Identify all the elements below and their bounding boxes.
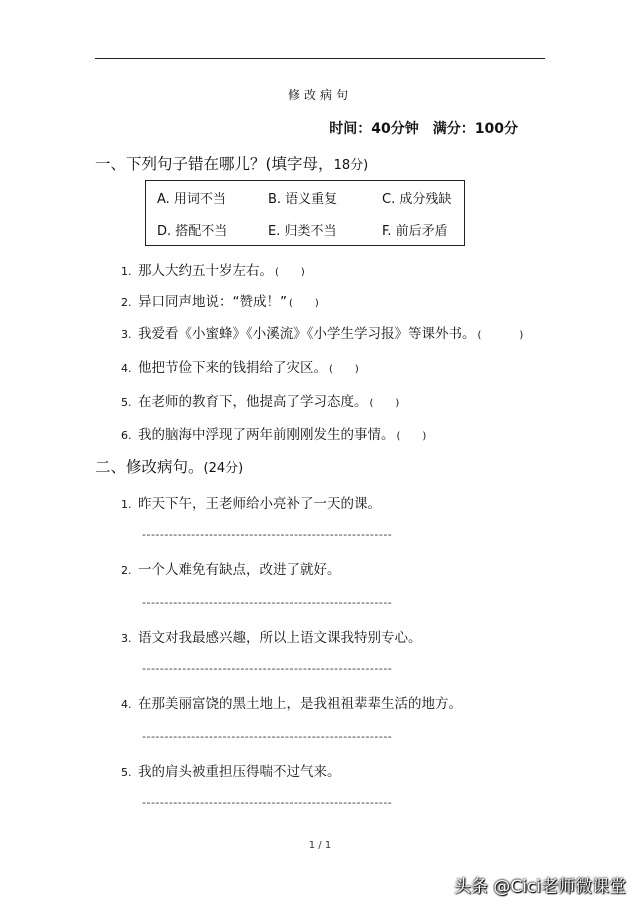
time-limit: 时间：40分钟 <box>329 121 419 137</box>
s1-question-1 <box>121 259 305 279</box>
answer-blank[interactable]: ( ) <box>396 431 427 442</box>
option-e: E. 归类不当 <box>268 224 337 239</box>
option-d: D. 搭配不当 <box>157 224 228 239</box>
section2-points: (24分) <box>203 461 244 476</box>
question-text: 我的脑海中浮现了两年前刚刚发生的事情。 <box>138 427 395 443</box>
question-text: 他把节俭下来的钱捐给了灾区。 <box>138 360 327 376</box>
question-text: 语文对我最感兴趣，所以上语文课我特别专心。 <box>138 630 422 646</box>
question-number: 5. <box>121 396 132 409</box>
section1-points: 18分) <box>333 158 369 173</box>
answer-line[interactable]: -------------------------------------------------------- <box>142 662 393 675</box>
answer-line[interactable]: -------------------------------------------------------- <box>142 730 393 743</box>
question-text: 那人大约五十岁左右。 <box>138 263 273 279</box>
answer-blank[interactable]: ( ) <box>369 398 400 409</box>
section1-heading <box>95 152 368 174</box>
question-text: 昨天下午，王老师给小亮补了一天的课。 <box>138 496 381 512</box>
question-text: 一个人难免有缺点，改进了就好。 <box>138 562 341 578</box>
question-number: 1. <box>121 498 132 511</box>
option-c: C. 成分残缺 <box>382 192 452 207</box>
option-b: B. 语义重复 <box>268 192 338 207</box>
s1-question-3 <box>121 322 523 342</box>
question-number: 4. <box>121 698 132 711</box>
s1-question-5 <box>121 390 399 410</box>
question-text: 在那美丽富饶的黑土地上，是我祖祖辈辈生活的地方。 <box>138 696 462 712</box>
question-number: 3. <box>121 328 132 341</box>
question-number: 6. <box>121 429 132 442</box>
s1-question-4 <box>121 356 359 376</box>
option-a: A. 用词不当 <box>157 192 226 207</box>
s1-question-6 <box>121 423 426 443</box>
answer-blank[interactable]: ( ) <box>477 330 524 341</box>
answer-line[interactable]: -------------------------------------------------------- <box>142 528 393 541</box>
answer-blank[interactable]: ( ) <box>275 267 305 278</box>
answer-blank[interactable]: ( ) <box>289 298 319 309</box>
question-number: 5. <box>121 766 132 779</box>
s2-question-5 <box>121 760 341 780</box>
answer-blank[interactable]: ( ) <box>329 364 359 375</box>
section2-heading-text: 二、修改病句。 <box>95 458 204 476</box>
section2-heading <box>95 455 243 477</box>
question-number: 4. <box>121 362 132 375</box>
section1-heading-text: 一、下列句子错在哪儿？(填字母， <box>95 155 334 173</box>
s2-question-1 <box>121 492 381 512</box>
page-number: 1 / 1 <box>308 840 332 851</box>
answer-line[interactable]: -------------------------------------------------------- <box>142 796 393 809</box>
question-number: 3. <box>121 632 132 645</box>
question-text: 在老师的教育下，他提高了学习态度。 <box>138 394 368 410</box>
question-text: 我爱看《小蜜蜂》《小溪流》《小学生学习报》等课外书。 <box>138 326 476 342</box>
answer-line[interactable]: -------------------------------------------------------- <box>142 596 393 609</box>
question-number: 2. <box>121 296 132 309</box>
page-title: 修改病句 <box>287 88 352 102</box>
full-score: 满分：100分 <box>432 121 518 137</box>
question-text: 异口同声地说：“赞成！” <box>138 294 287 310</box>
exam-meta <box>329 118 518 138</box>
question-number: 1. <box>121 265 132 278</box>
s1-question-2 <box>121 290 319 310</box>
top-rule <box>95 58 545 59</box>
watermark: 头条 @Cici老师微课堂 <box>453 877 626 897</box>
s2-question-2 <box>121 558 341 578</box>
option-f: F. 前后矛盾 <box>382 224 448 239</box>
s2-question-4 <box>121 692 462 712</box>
s2-question-3 <box>121 626 422 646</box>
question-text: 我的肩头被重担压得喘不过气来。 <box>138 764 341 780</box>
question-number: 2. <box>121 564 132 577</box>
